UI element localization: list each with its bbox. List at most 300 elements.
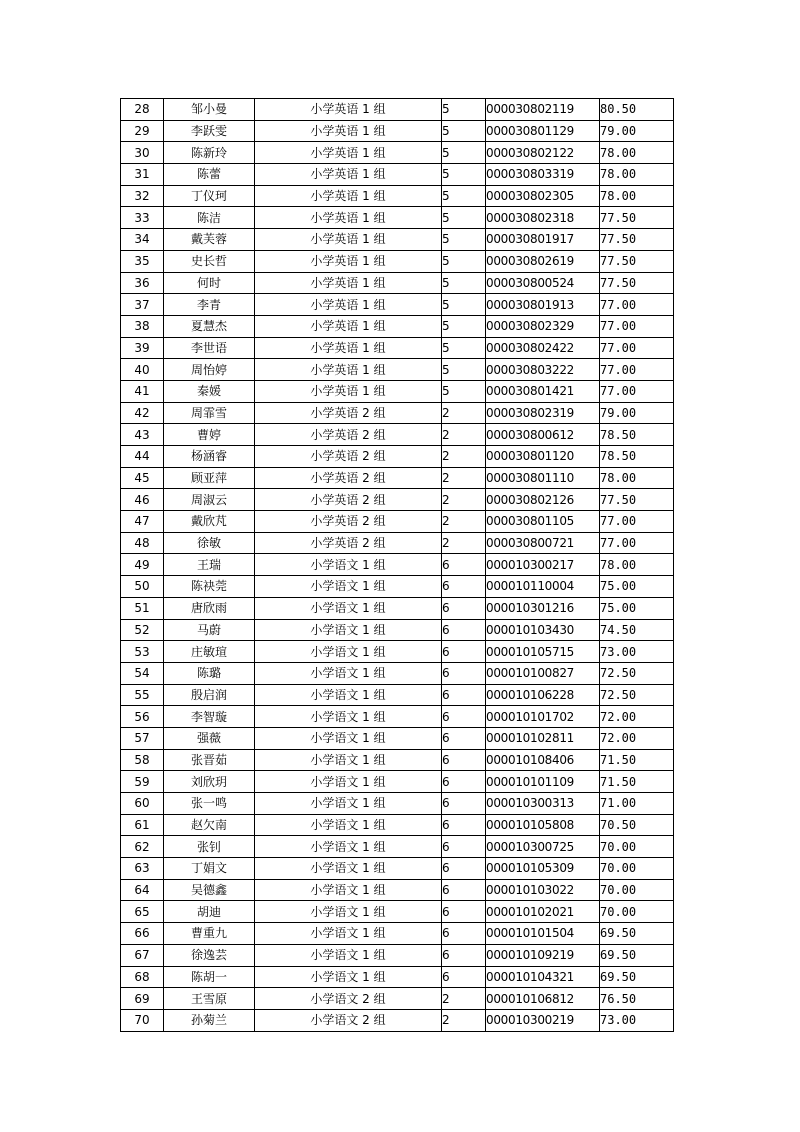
score-cell: 72.00 (600, 706, 674, 728)
table-row (121, 402, 674, 424)
table-row (121, 879, 674, 901)
group-cell: 小学语文 1 组 (255, 576, 442, 598)
positions-cell: 6 (442, 836, 486, 858)
score-cell: 78.00 (600, 164, 674, 186)
score-cell: 79.00 (600, 120, 674, 142)
positions-cell: 5 (442, 120, 486, 142)
score-cell: 73.00 (600, 641, 674, 663)
table-row (121, 489, 674, 511)
exam-id-cell: 000030800612 (486, 424, 600, 446)
name-cell: 丁仪珂 (164, 185, 255, 207)
score-cell: 70.00 (600, 901, 674, 923)
name-cell: 唐欣雨 (164, 597, 255, 619)
row-number-cell: 64 (121, 879, 164, 901)
positions-cell: 5 (442, 207, 486, 229)
name-cell: 李青 (164, 294, 255, 316)
group-cell: 小学英语 2 组 (255, 402, 442, 424)
row-number-cell: 58 (121, 749, 164, 771)
name-cell: 李智璇 (164, 706, 255, 728)
group-cell: 小学英语 1 组 (255, 207, 442, 229)
name-cell: 陈洁 (164, 207, 255, 229)
row-number-cell: 47 (121, 511, 164, 533)
name-cell: 刘欣玥 (164, 771, 255, 793)
exam-id-cell: 000010101109 (486, 771, 600, 793)
exam-id-cell: 000010105309 (486, 858, 600, 880)
row-number-cell: 55 (121, 684, 164, 706)
positions-cell: 5 (442, 229, 486, 251)
name-cell: 秦媛 (164, 380, 255, 402)
table-row (121, 511, 674, 533)
name-cell: 夏慧杰 (164, 315, 255, 337)
positions-cell: 6 (442, 597, 486, 619)
exam-id-cell: 000030802329 (486, 315, 600, 337)
name-cell: 周霏雪 (164, 402, 255, 424)
score-cell: 71.00 (600, 793, 674, 815)
group-cell: 小学语文 1 组 (255, 771, 442, 793)
row-number-cell: 43 (121, 424, 164, 446)
table-row (121, 554, 674, 576)
group-cell: 小学语文 1 组 (255, 641, 442, 663)
row-number-cell: 52 (121, 619, 164, 641)
row-number-cell: 57 (121, 727, 164, 749)
group-cell: 小学语文 1 组 (255, 814, 442, 836)
score-cell: 77.00 (600, 315, 674, 337)
score-cell: 77.00 (600, 337, 674, 359)
group-cell: 小学英语 1 组 (255, 337, 442, 359)
positions-cell: 5 (442, 359, 486, 381)
exam-id-cell: 000010300725 (486, 836, 600, 858)
name-cell: 史长哲 (164, 250, 255, 272)
positions-cell: 6 (442, 771, 486, 793)
exam-id-cell: 000030802619 (486, 250, 600, 272)
row-number-cell: 48 (121, 532, 164, 554)
table-row (121, 142, 674, 164)
candidate-table-body (121, 99, 674, 1032)
table-row (121, 749, 674, 771)
name-cell: 殷启润 (164, 684, 255, 706)
score-cell: 77.00 (600, 532, 674, 554)
score-cell: 75.00 (600, 597, 674, 619)
table-row (121, 207, 674, 229)
row-number-cell: 45 (121, 467, 164, 489)
group-cell: 小学英语 2 组 (255, 424, 442, 446)
name-cell: 何时 (164, 272, 255, 294)
name-cell: 胡迪 (164, 901, 255, 923)
row-number-cell: 70 (121, 1009, 164, 1031)
table-row (121, 576, 674, 598)
score-cell: 77.50 (600, 250, 674, 272)
score-cell: 78.50 (600, 424, 674, 446)
score-cell: 77.50 (600, 489, 674, 511)
table-row (121, 662, 674, 684)
row-number-cell: 60 (121, 793, 164, 815)
positions-cell: 6 (442, 554, 486, 576)
exam-id-cell: 000030802305 (486, 185, 600, 207)
row-number-cell: 31 (121, 164, 164, 186)
row-number-cell: 65 (121, 901, 164, 923)
group-cell: 小学英语 2 组 (255, 467, 442, 489)
table-row (121, 446, 674, 468)
score-cell: 69.50 (600, 966, 674, 988)
positions-cell: 6 (442, 706, 486, 728)
exam-id-cell: 000010103022 (486, 879, 600, 901)
positions-cell: 2 (442, 489, 486, 511)
exam-id-cell: 000030803222 (486, 359, 600, 381)
table-row (121, 532, 674, 554)
name-cell: 王瑞 (164, 554, 255, 576)
group-cell: 小学英语 1 组 (255, 142, 442, 164)
row-number-cell: 50 (121, 576, 164, 598)
table-row (121, 706, 674, 728)
table-row (121, 597, 674, 619)
name-cell: 陈蕾 (164, 164, 255, 186)
score-cell: 78.50 (600, 446, 674, 468)
exam-id-cell: 000010103430 (486, 619, 600, 641)
name-cell: 赵欠南 (164, 814, 255, 836)
positions-cell: 2 (442, 1009, 486, 1031)
exam-id-cell: 000010301216 (486, 597, 600, 619)
score-cell: 77.00 (600, 511, 674, 533)
positions-cell: 6 (442, 944, 486, 966)
positions-cell: 6 (442, 727, 486, 749)
score-cell: 71.50 (600, 771, 674, 793)
table-row (121, 988, 674, 1010)
table-row (121, 619, 674, 641)
row-number-cell: 42 (121, 402, 164, 424)
row-number-cell: 41 (121, 380, 164, 402)
row-number-cell: 51 (121, 597, 164, 619)
positions-cell: 6 (442, 662, 486, 684)
table-row (121, 684, 674, 706)
row-number-cell: 39 (121, 337, 164, 359)
exam-id-cell: 000030800524 (486, 272, 600, 294)
score-cell: 79.00 (600, 402, 674, 424)
exam-id-cell: 000010102811 (486, 727, 600, 749)
name-cell: 戴芙蓉 (164, 229, 255, 251)
name-cell: 周淑云 (164, 489, 255, 511)
positions-cell: 6 (442, 793, 486, 815)
row-number-cell: 59 (121, 771, 164, 793)
exam-id-cell: 000030802318 (486, 207, 600, 229)
exam-id-cell: 000010108406 (486, 749, 600, 771)
row-number-cell: 54 (121, 662, 164, 684)
positions-cell: 5 (442, 272, 486, 294)
positions-cell: 6 (442, 814, 486, 836)
positions-cell: 2 (442, 424, 486, 446)
name-cell: 王雪原 (164, 988, 255, 1010)
table-row (121, 467, 674, 489)
group-cell: 小学英语 1 组 (255, 315, 442, 337)
name-cell: 张一鸣 (164, 793, 255, 815)
score-cell: 71.50 (600, 749, 674, 771)
exam-id-cell: 000010102021 (486, 901, 600, 923)
exam-id-cell: 000030802119 (486, 99, 600, 121)
row-number-cell: 28 (121, 99, 164, 121)
table-row (121, 793, 674, 815)
exam-id-cell: 000030803319 (486, 164, 600, 186)
table-row (121, 923, 674, 945)
group-cell: 小学语文 1 组 (255, 706, 442, 728)
row-number-cell: 29 (121, 120, 164, 142)
name-cell: 邹小曼 (164, 99, 255, 121)
score-cell: 75.00 (600, 576, 674, 598)
positions-cell: 6 (442, 619, 486, 641)
row-number-cell: 37 (121, 294, 164, 316)
score-cell: 80.50 (600, 99, 674, 121)
exam-id-cell: 000030801120 (486, 446, 600, 468)
table-row (121, 315, 674, 337)
table-row (121, 120, 674, 142)
positions-cell: 5 (442, 294, 486, 316)
positions-cell: 2 (442, 467, 486, 489)
group-cell: 小学语文 1 组 (255, 858, 442, 880)
row-number-cell: 34 (121, 229, 164, 251)
group-cell: 小学英语 1 组 (255, 380, 442, 402)
table-row (121, 836, 674, 858)
row-number-cell: 35 (121, 250, 164, 272)
row-number-cell: 68 (121, 966, 164, 988)
table-row (121, 250, 674, 272)
row-number-cell: 32 (121, 185, 164, 207)
positions-cell: 6 (442, 684, 486, 706)
positions-cell: 2 (442, 988, 486, 1010)
score-cell: 72.50 (600, 684, 674, 706)
positions-cell: 5 (442, 142, 486, 164)
group-cell: 小学英语 1 组 (255, 229, 442, 251)
table-row (121, 424, 674, 446)
name-cell: 李跃雯 (164, 120, 255, 142)
table-row (121, 814, 674, 836)
positions-cell: 5 (442, 250, 486, 272)
group-cell: 小学英语 1 组 (255, 294, 442, 316)
row-number-cell: 66 (121, 923, 164, 945)
name-cell: 徐逸芸 (164, 944, 255, 966)
row-number-cell: 56 (121, 706, 164, 728)
group-cell: 小学英语 1 组 (255, 250, 442, 272)
name-cell: 曹婷 (164, 424, 255, 446)
group-cell: 小学语文 1 组 (255, 597, 442, 619)
group-cell: 小学语文 1 组 (255, 836, 442, 858)
table-row (121, 294, 674, 316)
positions-cell: 6 (442, 879, 486, 901)
positions-cell: 2 (442, 446, 486, 468)
positions-cell: 5 (442, 99, 486, 121)
score-cell: 69.50 (600, 944, 674, 966)
group-cell: 小学英语 2 组 (255, 446, 442, 468)
name-cell: 丁娟文 (164, 858, 255, 880)
positions-cell: 6 (442, 901, 486, 923)
score-cell: 72.00 (600, 727, 674, 749)
name-cell: 孙菊兰 (164, 1009, 255, 1031)
exam-id-cell: 000030802122 (486, 142, 600, 164)
score-cell: 77.50 (600, 272, 674, 294)
positions-cell: 5 (442, 380, 486, 402)
table-row (121, 727, 674, 749)
group-cell: 小学语文 1 组 (255, 944, 442, 966)
score-cell: 73.00 (600, 1009, 674, 1031)
exam-id-cell: 000030801129 (486, 120, 600, 142)
table-row (121, 641, 674, 663)
exam-id-cell: 000010300217 (486, 554, 600, 576)
group-cell: 小学英语 2 组 (255, 511, 442, 533)
table-row (121, 944, 674, 966)
score-cell: 77.00 (600, 380, 674, 402)
group-cell: 小学语文 1 组 (255, 923, 442, 945)
table-row (121, 185, 674, 207)
table-row (121, 1009, 674, 1031)
row-number-cell: 36 (121, 272, 164, 294)
exam-id-cell: 000030801913 (486, 294, 600, 316)
row-number-cell: 30 (121, 142, 164, 164)
score-cell: 70.00 (600, 836, 674, 858)
group-cell: 小学英语 1 组 (255, 120, 442, 142)
name-cell: 徐敏 (164, 532, 255, 554)
score-cell: 70.00 (600, 879, 674, 901)
row-number-cell: 62 (121, 836, 164, 858)
positions-cell: 5 (442, 337, 486, 359)
group-cell: 小学语文 2 组 (255, 988, 442, 1010)
exam-id-cell: 000030801421 (486, 380, 600, 402)
name-cell: 庄敏瑄 (164, 641, 255, 663)
score-cell: 77.00 (600, 294, 674, 316)
score-cell: 78.00 (600, 142, 674, 164)
name-cell: 张钊 (164, 836, 255, 858)
group-cell: 小学英语 2 组 (255, 489, 442, 511)
exam-id-cell: 000010101504 (486, 923, 600, 945)
exam-id-cell: 000010109219 (486, 944, 600, 966)
group-cell: 小学英语 2 组 (255, 532, 442, 554)
table-row (121, 380, 674, 402)
positions-cell: 2 (442, 402, 486, 424)
group-cell: 小学英语 1 组 (255, 164, 442, 186)
positions-cell: 6 (442, 641, 486, 663)
table-row (121, 272, 674, 294)
exam-id-cell: 000010300219 (486, 1009, 600, 1031)
exam-id-cell: 000010104321 (486, 966, 600, 988)
exam-id-cell: 000030802126 (486, 489, 600, 511)
group-cell: 小学语文 1 组 (255, 662, 442, 684)
table-row (121, 771, 674, 793)
group-cell: 小学英语 1 组 (255, 359, 442, 381)
exam-id-cell: 000030801105 (486, 511, 600, 533)
group-cell: 小学语文 1 组 (255, 879, 442, 901)
positions-cell: 2 (442, 532, 486, 554)
score-cell: 70.50 (600, 814, 674, 836)
positions-cell: 6 (442, 858, 486, 880)
positions-cell: 5 (442, 164, 486, 186)
row-number-cell: 40 (121, 359, 164, 381)
exam-id-cell: 000010110004 (486, 576, 600, 598)
table-row (121, 99, 674, 121)
name-cell: 李世语 (164, 337, 255, 359)
group-cell: 小学语文 1 组 (255, 793, 442, 815)
name-cell: 顾亚萍 (164, 467, 255, 489)
name-cell: 陈胡一 (164, 966, 255, 988)
name-cell: 曹重九 (164, 923, 255, 945)
row-number-cell: 67 (121, 944, 164, 966)
score-cell: 78.00 (600, 185, 674, 207)
row-number-cell: 44 (121, 446, 164, 468)
name-cell: 张晋茹 (164, 749, 255, 771)
row-number-cell: 63 (121, 858, 164, 880)
group-cell: 小学语文 1 组 (255, 727, 442, 749)
row-number-cell: 33 (121, 207, 164, 229)
table-row (121, 164, 674, 186)
score-cell: 69.50 (600, 923, 674, 945)
exam-id-cell: 000030802319 (486, 402, 600, 424)
score-cell: 77.50 (600, 229, 674, 251)
score-cell: 78.00 (600, 467, 674, 489)
name-cell: 吴德鑫 (164, 879, 255, 901)
exam-id-cell: 000010105715 (486, 641, 600, 663)
name-cell: 马蔚 (164, 619, 255, 641)
name-cell: 陈新玲 (164, 142, 255, 164)
table-row (121, 229, 674, 251)
name-cell: 陈袂莞 (164, 576, 255, 598)
row-number-cell: 69 (121, 988, 164, 1010)
group-cell: 小学语文 1 组 (255, 619, 442, 641)
exam-id-cell: 000030801110 (486, 467, 600, 489)
exam-id-cell: 000030800721 (486, 532, 600, 554)
name-cell: 陈璐 (164, 662, 255, 684)
row-number-cell: 61 (121, 814, 164, 836)
positions-cell: 5 (442, 315, 486, 337)
exam-id-cell: 000010300313 (486, 793, 600, 815)
group-cell: 小学语文 1 组 (255, 684, 442, 706)
group-cell: 小学语文 1 组 (255, 901, 442, 923)
group-cell: 小学语文 2 组 (255, 1009, 442, 1031)
table-row (121, 337, 674, 359)
score-cell: 74.50 (600, 619, 674, 641)
name-cell: 杨涵睿 (164, 446, 255, 468)
group-cell: 小学英语 1 组 (255, 272, 442, 294)
table-row (121, 359, 674, 381)
group-cell: 小学英语 1 组 (255, 185, 442, 207)
score-cell: 78.00 (600, 554, 674, 576)
positions-cell: 6 (442, 923, 486, 945)
score-cell: 72.50 (600, 662, 674, 684)
score-cell: 77.00 (600, 359, 674, 381)
exam-id-cell: 000010105808 (486, 814, 600, 836)
positions-cell: 6 (442, 749, 486, 771)
row-number-cell: 53 (121, 641, 164, 663)
name-cell: 强薇 (164, 727, 255, 749)
group-cell: 小学语文 1 组 (255, 966, 442, 988)
group-cell: 小学语文 1 组 (255, 749, 442, 771)
exam-id-cell: 000030801917 (486, 229, 600, 251)
row-number-cell: 46 (121, 489, 164, 511)
name-cell: 周怡婷 (164, 359, 255, 381)
row-number-cell: 49 (121, 554, 164, 576)
exam-id-cell: 000010106812 (486, 988, 600, 1010)
score-cell: 70.00 (600, 858, 674, 880)
name-cell: 戴欣芃 (164, 511, 255, 533)
table-row (121, 901, 674, 923)
positions-cell: 5 (442, 185, 486, 207)
candidate-table (120, 98, 674, 1032)
exam-id-cell: 000010106228 (486, 684, 600, 706)
table-row (121, 966, 674, 988)
exam-id-cell: 000010101702 (486, 706, 600, 728)
score-cell: 77.50 (600, 207, 674, 229)
group-cell: 小学语文 1 组 (255, 554, 442, 576)
positions-cell: 6 (442, 576, 486, 598)
exam-id-cell: 000010100827 (486, 662, 600, 684)
table-row (121, 858, 674, 880)
group-cell: 小学英语 1 组 (255, 99, 442, 121)
positions-cell: 2 (442, 511, 486, 533)
positions-cell: 6 (442, 966, 486, 988)
